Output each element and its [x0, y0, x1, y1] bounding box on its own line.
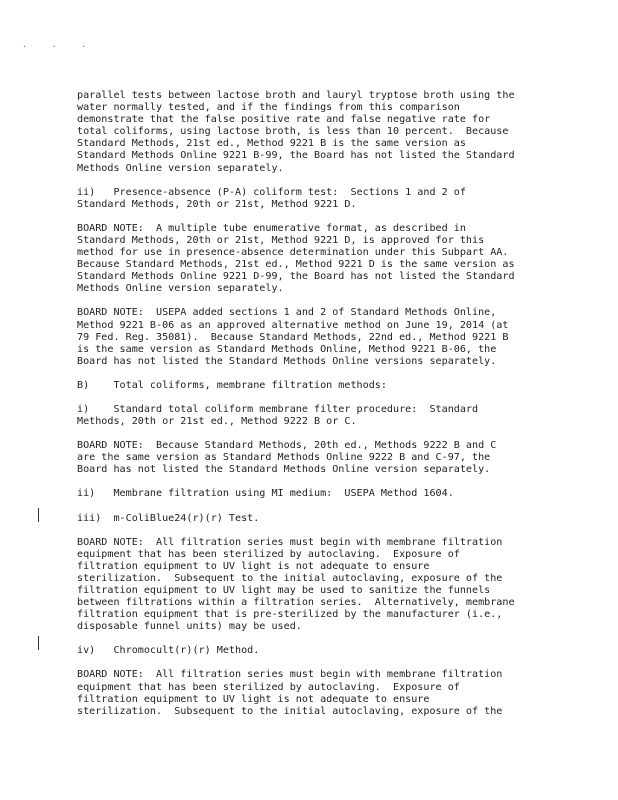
text-line: sterilization. Subsequent to the initial autoclaving, exposure of the: [77, 705, 503, 717]
text-line: 79 Fed. Reg. 35081). Because Standard Methods, 22nd ed., Method 9221 B: [77, 331, 509, 343]
text-line: sterilization. Subsequent to the initial autoclaving, exposure of the: [77, 572, 503, 584]
text-line: disposable funnel units) may be used.: [77, 621, 302, 633]
document-body: [77, 90, 547, 730]
paragraph-p8: [77, 488, 547, 500]
change-bar-iv: [38, 636, 39, 650]
text-line: between filtrations within a filtration series. Alternatively, membrane: [77, 597, 515, 609]
text-line: i) Standard total coliform membrane filter procedure: Standard: [77, 403, 479, 415]
paragraph-p5: [77, 380, 547, 392]
text-line: water normally tested, and if the findings from this comparison: [77, 102, 460, 114]
text-line: iv) Chromocult(r)(r) Method.: [77, 645, 260, 657]
text-line: BOARD NOTE: USEPA added sections 1 and 2 of Standard Methods Online,: [77, 307, 497, 319]
text-line: Standard Methods Online 9221 D-99, the Board has not listed the Standard: [77, 271, 515, 283]
text-line: BOARD NOTE: All filtration series must begin with membrane filtration: [77, 669, 503, 681]
paragraph-p2: [77, 187, 547, 211]
paragraph-p12: [77, 669, 547, 717]
text-line: equipment that has been sterilized by autoclaving. Exposure of: [77, 548, 460, 560]
text-line: Methods Online version separately.: [77, 283, 284, 295]
text-line: total coliforms, using lactose broth, is less than 10 percent. Because: [77, 126, 509, 138]
text-line: demonstrate that the false positive rate and false negative rate for: [77, 114, 491, 126]
text-line: BOARD NOTE: A multiple tube enumerative format, as described in: [77, 222, 466, 234]
text-line: filtration equipment to UV light may be used to sanitize the funnels: [77, 585, 491, 596]
text-line: Standard Methods, 20th or 21st, Method 9221 D.: [77, 198, 357, 210]
text-line: ii) Presence-absence (P-A) coliform test: Sections 1 and 2 of: [77, 186, 466, 198]
text-line: B) Total coliforms, membrane filtration methods:: [77, 379, 387, 391]
text-line: Standard Methods, 21st ed., Method 9221 B is the same version as: [77, 138, 466, 150]
text-line: BOARD NOTE: Because Standard Methods, 20th ed., Methods 9222 B and C: [77, 440, 497, 452]
text-line: filtration equipment that is pre-sterilized by the manufacturer (i.e.,: [77, 609, 503, 621]
paragraph-p3: [77, 223, 547, 296]
text-line: equipment that has been sterilized by autoclaving. Exposure of: [77, 681, 460, 693]
paragraph-p9: [77, 513, 547, 525]
text-line: Standard Methods Online 9221 B-99, the Board has not listed the Standard: [77, 150, 515, 162]
paragraph-p10: [77, 537, 547, 634]
text-line: Method 9221 B-06 as an approved alternative method on June 19, 2014 (at: [77, 319, 509, 331]
text-line: filtration equipment to UV light is not adequate to ensure: [77, 560, 430, 572]
paragraph-p11: [77, 645, 547, 657]
paragraph-p6: [77, 404, 547, 428]
text-line: filtration equipment to UV light is not adequate to ensure: [77, 693, 430, 705]
text-line: is the same version as Standard Methods Online, Method 9221 B-06, the: [77, 343, 497, 355]
scan-artifact-marks: . . .: [22, 40, 97, 49]
paragraph-p7: [77, 440, 547, 476]
paragraph-p1: [77, 90, 547, 175]
text-line: parallel tests between lactose broth and lauryl tryptose broth using the: [77, 90, 515, 101]
text-line: are the same version as Standard Methods Online 9222 B and C-97, the: [77, 452, 491, 464]
text-line: Board has not listed the Standard Methods Online version separately.: [77, 464, 491, 476]
text-line: method for use in presence-absence determination under this Subpart AA.: [77, 247, 509, 259]
change-bar-iii: [38, 508, 39, 522]
text-line: Because Standard Methods, 21st ed., Method 9221 D is the same version as: [77, 259, 515, 271]
text-line: Standard Methods, 20th or 21st, Method 9221 D, is approved for this: [77, 234, 485, 246]
text-line: ii) Membrane filtration using MI medium: USEPA Method 1604.: [77, 488, 454, 500]
text-line: Methods Online version separately.: [77, 162, 284, 174]
text-line: Methods, 20th or 21st ed., Method 9222 B or C.: [77, 416, 357, 428]
text-line: Board has not listed the Standard Methods Online versions separately.: [77, 355, 497, 367]
paragraph-p4: [77, 307, 547, 367]
text-line: iii) m-ColiBlue24(r)(r) Test.: [77, 512, 260, 524]
text-line: BOARD NOTE: All filtration series must begin with membrane filtration: [77, 536, 503, 548]
